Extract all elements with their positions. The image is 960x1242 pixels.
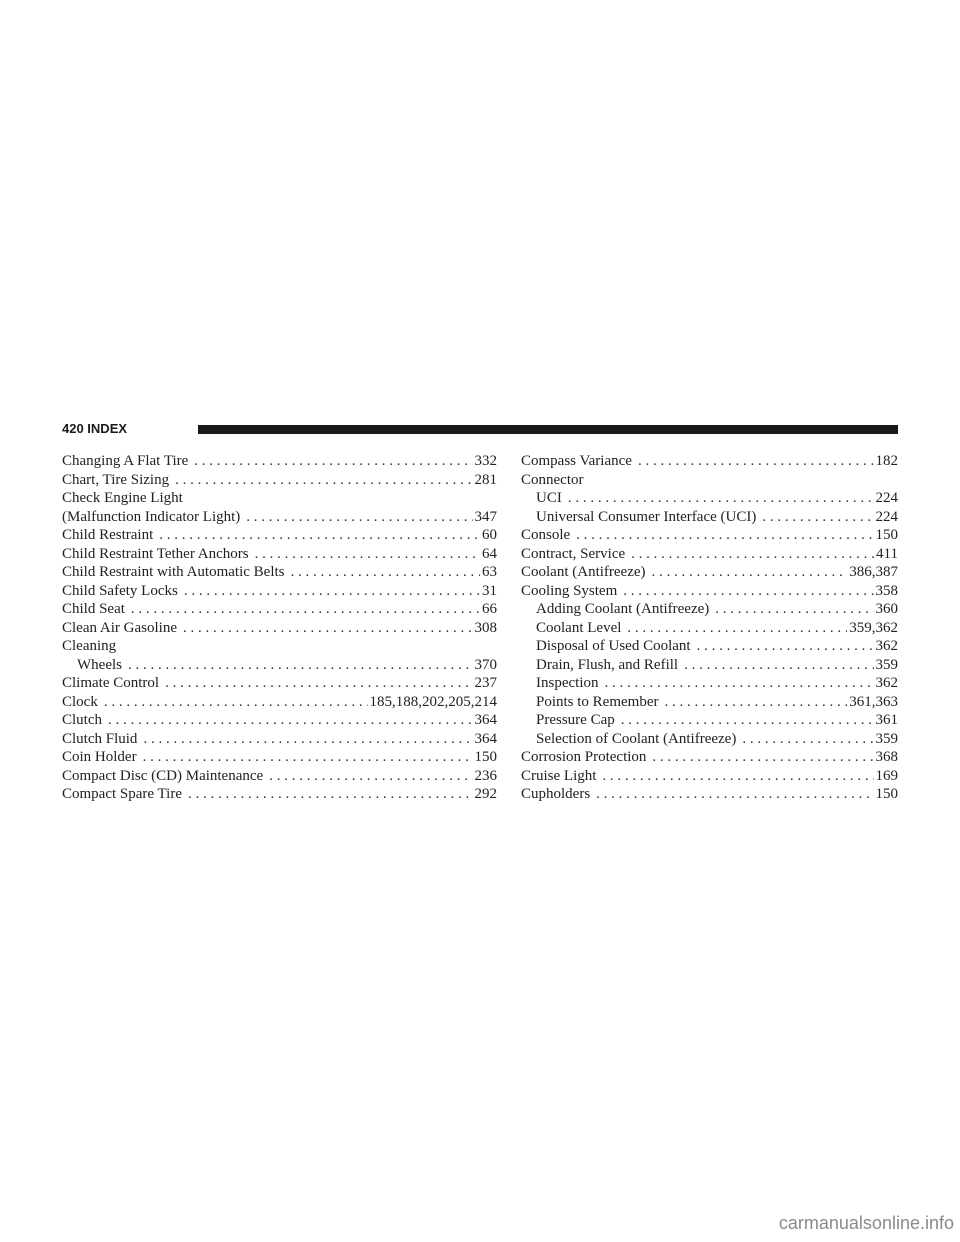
index-entry bbox=[62, 452, 497, 471]
watermark: carmanualsonline.info bbox=[778, 1213, 954, 1233]
dot-leader bbox=[263, 767, 472, 786]
page-reference: 292 bbox=[474, 786, 497, 802]
index-term: Compact Spare Tire bbox=[62, 786, 182, 802]
index-term: Cleaning bbox=[62, 638, 117, 654]
page-reference: 182 bbox=[875, 453, 898, 469]
page-reference: 150 bbox=[474, 749, 497, 765]
index-entry bbox=[521, 545, 898, 564]
dot-leader bbox=[188, 452, 472, 471]
dot-leader bbox=[98, 693, 368, 712]
page-reference: 224 bbox=[875, 508, 898, 525]
index-term: Climate Control bbox=[62, 675, 160, 691]
index-entry bbox=[62, 785, 497, 804]
index-term: Compact Disc (CD) Maintenance bbox=[62, 767, 264, 784]
dot-leader bbox=[659, 693, 848, 712]
dot-leader bbox=[596, 767, 873, 786]
index-entry bbox=[62, 508, 497, 527]
index-entry bbox=[62, 693, 497, 712]
index-entry bbox=[62, 563, 497, 582]
dot-leader bbox=[756, 508, 873, 527]
page-reference: 362 bbox=[875, 675, 898, 691]
index-term: Child Restraint Tether Anchors bbox=[62, 545, 249, 562]
index-entry bbox=[62, 711, 497, 730]
index-entry bbox=[521, 471, 898, 490]
index-subentry bbox=[521, 656, 898, 675]
index-term: Coin Holder bbox=[62, 749, 137, 765]
index-term: Drain, Flush, and Refill bbox=[536, 656, 679, 673]
dot-leader bbox=[125, 600, 480, 619]
index-column-left bbox=[62, 452, 497, 804]
dot-leader bbox=[598, 674, 873, 693]
page-reference: 185,188,202,205,214 bbox=[369, 693, 497, 710]
index-term: Chart, Tire Sizing bbox=[62, 471, 170, 488]
dot-leader bbox=[625, 545, 874, 564]
index-subentry bbox=[521, 637, 898, 656]
index-entry bbox=[62, 748, 497, 767]
page-reference: 361 bbox=[875, 712, 898, 728]
index-term: Clean Air Gasoline bbox=[62, 619, 177, 636]
dot-leader bbox=[102, 711, 473, 730]
index-term: Cupholders bbox=[521, 786, 591, 802]
dot-leader bbox=[137, 748, 473, 767]
dot-leader bbox=[122, 656, 473, 675]
index-term: Selection of Coolant (Antifreeze) bbox=[536, 730, 737, 747]
header-rule bbox=[198, 425, 898, 434]
page-reference: 150 bbox=[875, 786, 898, 802]
dot-leader bbox=[709, 600, 873, 619]
dot-leader bbox=[590, 785, 873, 804]
index-entry bbox=[62, 545, 497, 564]
index-subentry bbox=[62, 656, 497, 675]
dot-leader bbox=[178, 582, 480, 601]
page-reference: 236 bbox=[474, 767, 497, 784]
page-reference: 386,387 bbox=[849, 564, 898, 580]
page-reference: 358 bbox=[875, 582, 898, 599]
dot-leader bbox=[736, 730, 873, 749]
page-reference: 224 bbox=[875, 490, 898, 506]
dot-leader bbox=[621, 619, 847, 638]
dot-leader bbox=[562, 489, 874, 508]
index-subentry bbox=[521, 619, 898, 638]
index-entry bbox=[62, 730, 497, 749]
page-reference: 364 bbox=[474, 730, 497, 747]
dot-leader bbox=[646, 748, 873, 767]
index-entry bbox=[521, 785, 898, 804]
index-term: Corrosion Protection bbox=[521, 749, 647, 765]
index-subentry bbox=[521, 711, 898, 730]
page-reference: 359,362 bbox=[849, 619, 898, 636]
dot-leader bbox=[678, 656, 873, 675]
index-term: Points to Remember bbox=[536, 693, 659, 710]
index-term: Connector bbox=[521, 471, 584, 488]
index-subentry bbox=[521, 693, 898, 712]
index-subentry bbox=[521, 489, 898, 508]
page-reference: 63 bbox=[482, 564, 497, 580]
index-subentry bbox=[521, 674, 898, 693]
index-entry bbox=[521, 767, 898, 786]
index-term: Coolant (Antifreeze) bbox=[521, 564, 646, 580]
index-term: Clutch Fluid bbox=[62, 730, 138, 747]
index-term: (Malfunction Indicator Light) bbox=[62, 508, 241, 525]
dot-leader bbox=[617, 582, 873, 601]
page-reference: 359 bbox=[875, 730, 898, 747]
index-entry bbox=[521, 526, 898, 545]
index-entry bbox=[62, 489, 497, 508]
index-term: Disposal of Used Coolant bbox=[536, 638, 691, 654]
index-term: Coolant Level bbox=[536, 619, 622, 636]
dot-leader bbox=[182, 785, 473, 804]
page-number-label: 420 INDEX bbox=[62, 421, 128, 436]
index-entry bbox=[521, 582, 898, 601]
index-term: UCI bbox=[536, 490, 562, 506]
index-term: Wheels bbox=[77, 656, 122, 673]
dot-leader bbox=[632, 452, 874, 471]
index-term: Check Engine Light bbox=[62, 490, 183, 506]
index-term: Compass Variance bbox=[521, 453, 632, 469]
index-term: Inspection bbox=[536, 675, 599, 691]
index-subentry bbox=[521, 600, 898, 619]
dot-leader bbox=[177, 619, 473, 638]
dot-leader bbox=[249, 545, 480, 564]
index-entry bbox=[62, 582, 497, 601]
page-reference: 332 bbox=[474, 453, 497, 469]
dot-leader bbox=[285, 563, 481, 582]
dot-leader bbox=[169, 471, 472, 490]
page-reference: 368 bbox=[875, 749, 898, 765]
page-reference: 359 bbox=[875, 656, 898, 673]
page-reference: 370 bbox=[474, 656, 497, 673]
index-term: Child Restraint with Automatic Belts bbox=[62, 564, 285, 580]
index-entry bbox=[62, 619, 497, 638]
index-subentry bbox=[521, 508, 898, 527]
index-term: Changing A Flat Tire bbox=[62, 453, 189, 469]
dot-leader bbox=[570, 526, 873, 545]
index-entry bbox=[62, 526, 497, 545]
index-entry bbox=[62, 767, 497, 786]
index-term: Child Seat bbox=[62, 601, 125, 617]
index-term: Cruise Light bbox=[521, 767, 597, 784]
index-term: Universal Consumer Interface (UCI) bbox=[536, 508, 757, 525]
index-entry bbox=[521, 563, 898, 582]
index-term: Cooling System bbox=[521, 582, 618, 599]
page-header bbox=[62, 420, 898, 440]
index-entry bbox=[62, 674, 497, 693]
index-subentry bbox=[521, 730, 898, 749]
dot-leader bbox=[240, 508, 472, 527]
index-entry bbox=[62, 637, 497, 656]
page-reference: 364 bbox=[474, 712, 497, 728]
page-reference: 237 bbox=[474, 675, 497, 691]
index-term: Pressure Cap bbox=[536, 712, 615, 728]
index-entry bbox=[521, 748, 898, 767]
index-term: Clock bbox=[62, 693, 98, 710]
index-term: Child Restraint bbox=[62, 527, 154, 543]
page-reference: 362 bbox=[875, 638, 898, 654]
page-reference: 64 bbox=[482, 545, 497, 562]
page-reference: 347 bbox=[474, 508, 497, 525]
page-reference: 411 bbox=[876, 545, 898, 562]
dot-leader bbox=[691, 637, 874, 656]
page-reference: 66 bbox=[482, 601, 497, 617]
index-column-right bbox=[521, 452, 898, 804]
index-entry bbox=[62, 600, 497, 619]
dot-leader bbox=[159, 674, 472, 693]
index-term: Child Safety Locks bbox=[62, 582, 178, 599]
page-reference: 60 bbox=[482, 527, 497, 543]
page-reference: 150 bbox=[875, 527, 898, 543]
index-term: Contract, Service bbox=[521, 545, 626, 562]
page-reference: 169 bbox=[875, 767, 898, 784]
dot-leader bbox=[153, 526, 480, 545]
page-reference: 361,363 bbox=[849, 693, 898, 710]
page-reference: 31 bbox=[482, 582, 497, 599]
dot-leader bbox=[137, 730, 472, 749]
index-term: Console bbox=[521, 527, 571, 543]
dot-leader bbox=[646, 563, 848, 582]
page-reference: 308 bbox=[474, 619, 497, 636]
page-reference: 281 bbox=[474, 471, 497, 488]
index-entry bbox=[521, 452, 898, 471]
index-entry bbox=[62, 471, 497, 490]
dot-leader bbox=[615, 711, 874, 730]
index-term: Clutch bbox=[62, 712, 102, 728]
index-term: Adding Coolant (Antifreeze) bbox=[536, 601, 710, 617]
page-reference: 360 bbox=[875, 601, 898, 617]
